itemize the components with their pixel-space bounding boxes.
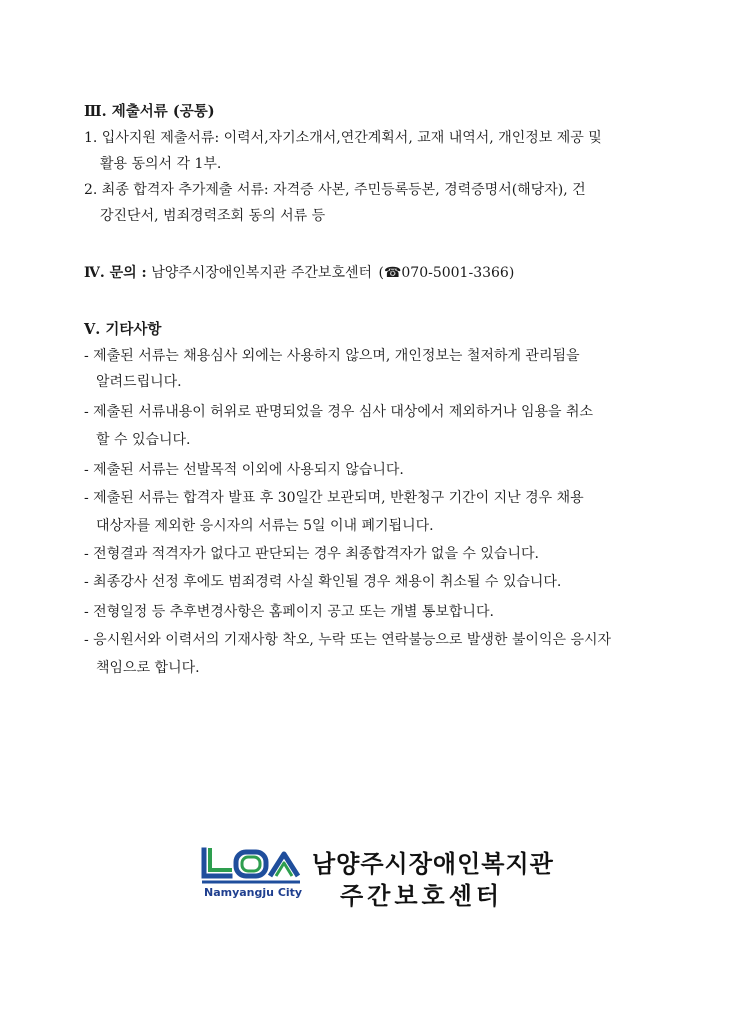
section-3-line-2: 활용 동의서 각 1부. <box>100 156 222 172</box>
namyangju-logo-mark <box>200 846 304 886</box>
section-5-line-9: - 최종강사 선정 후에도 범죄경력 사실 확인될 경우 채용이 취소될 수 있습니다. <box>84 574 562 590</box>
section-5-line-8: - 전형결과 적격자가 없다고 판단되는 경우 최종합격자가 없을 수 있습니다. <box>84 546 539 562</box>
section-4-label: Ⅳ. 문의 : <box>84 265 147 281</box>
contact-org: 남양주시장애인복지관 주간보호센터 <box>151 265 373 281</box>
section-5-line-5: - 제출된 서류는 선발목적 이외에 사용되지 않습니다. <box>84 462 404 478</box>
logo-org-name: 남양주시장애인복지관 <box>312 850 554 878</box>
section-5-line-10: - 전형일정 등 추후변경사항은 홈페이지 공고 또는 개별 통보합니다. <box>84 604 494 620</box>
section-4-contact <box>84 262 514 282</box>
section-5-line-2: 알려드립니다. <box>96 374 182 390</box>
section-3-line-3: 2. 최종 합격자 추가제출 서류: 자격증 사본, 주민등록등본, 경력증명서(해당자), 건 <box>84 182 586 198</box>
logo-city-label: Namyangju City <box>204 886 303 899</box>
section-3-line-1: 1. 입사지원 제출서류: 이력서,자기소개서,연간계획서, 교재 내역서, 개인정보 제공 및 <box>84 130 602 146</box>
section-5-line-11: - 응시원서와 이력서의 기재사항 착오, 누락 또는 연락불능으로 발생한 불이익은 응시자 <box>84 632 612 648</box>
section-3-line-4: 강진단서, 범죄경력조회 동의 서류 등 <box>100 208 326 224</box>
section-5-line-6: - 제출된 서류는 합격자 발표 후 30일간 보관되며, 반환청구 기간이 지난 경우 채용 <box>84 490 584 506</box>
section-3-heading: Ⅲ. 제출서류 (공통) <box>84 103 215 120</box>
section-5-line-3: - 제출된 서류내용이 허위로 판명되었을 경우 심사 대상에서 제외하거나 임용을 취소 <box>84 404 594 420</box>
section-5-line-4: 할 수 있습니다. <box>96 432 191 448</box>
section-5-heading: Ⅴ. 기타사항 <box>84 321 162 338</box>
section-5-line-12: 책임으로 합니다. <box>96 660 200 676</box>
section-5-line-1: - 제출된 서류는 채용심사 외에는 사용하지 않으며, 개인정보는 철저하게 관리됨을 <box>84 348 580 364</box>
org-logo <box>200 838 560 908</box>
logo-center-name: 주간보호센터 <box>340 882 504 910</box>
contact-phone: (☎070-5001-3366) <box>378 265 515 281</box>
section-5-line-7: 대상자를 제외한 응시자의 서류는 5일 이내 폐기됩니다. <box>96 518 434 534</box>
